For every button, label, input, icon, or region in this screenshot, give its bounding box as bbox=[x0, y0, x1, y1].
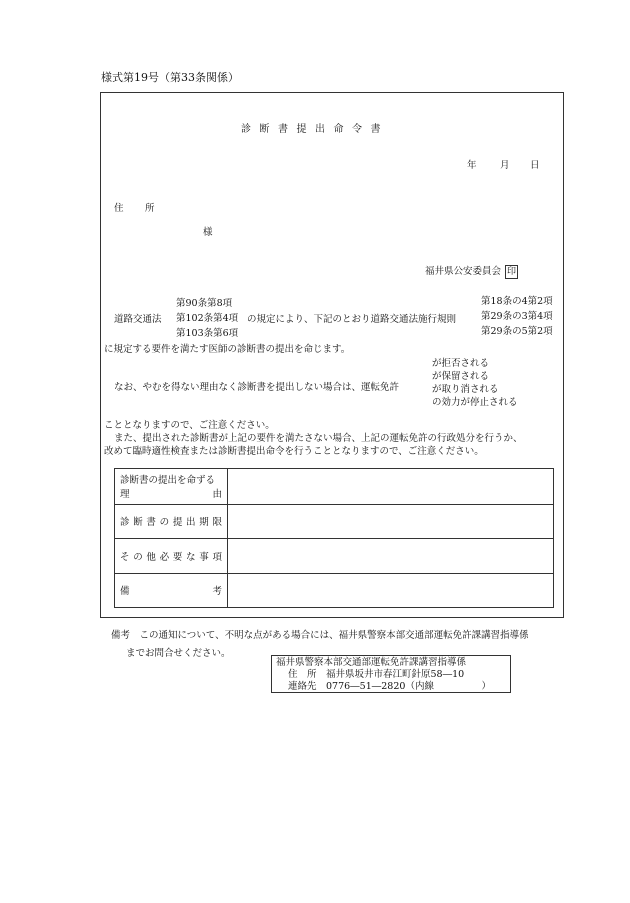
body-line-4: また、提出された診断書が上記の要件を満たさない場合、上記の運転免許の行政処分を行うか、 bbox=[114, 433, 523, 444]
recipient-honorific: 様 bbox=[203, 227, 213, 238]
rule-articles bbox=[481, 294, 553, 339]
consequence-option: が保留される bbox=[432, 371, 490, 382]
issuer bbox=[425, 263, 518, 279]
body-line-3: こととなりますので、ご注意ください。 bbox=[104, 420, 275, 431]
other-field[interactable] bbox=[228, 539, 553, 573]
reason-field[interactable] bbox=[228, 469, 553, 504]
label-part: 理 bbox=[120, 489, 130, 501]
law-article: 第90条第8項 bbox=[176, 298, 233, 309]
seal-mark: 印 bbox=[507, 267, 517, 277]
remarks-line-2: までお問合せください。 bbox=[126, 648, 231, 659]
body-line-2: なお、やむを得ない理由なく診断書を提出しない場合は、運転免許 bbox=[114, 382, 400, 393]
row-label-remarks bbox=[115, 574, 228, 608]
row-label-reason bbox=[115, 469, 228, 504]
table-row bbox=[115, 573, 553, 608]
label-part: 備 bbox=[120, 586, 130, 598]
rule-article: 第18条の4第2項 bbox=[481, 296, 553, 307]
table-row bbox=[115, 538, 553, 573]
label-part: 由 bbox=[212, 489, 222, 501]
rule-article: 第29条の5第2項 bbox=[481, 326, 553, 337]
remarks-field[interactable] bbox=[228, 574, 553, 608]
contact-address: 住 所 福井県坂井市春江町針原58―10 bbox=[288, 669, 465, 680]
consequence-option: が取り消される bbox=[432, 384, 499, 395]
contact-phone: 連絡先 0776―51―2820（内線 ） bbox=[288, 681, 491, 692]
issuer-name: 福井県公安委員会 bbox=[425, 266, 502, 277]
row-label-deadline: 診断書の提出期限 bbox=[115, 505, 228, 539]
contact-box bbox=[271, 655, 511, 693]
law-connector: の規定により、下記のとおり道路交通法施行規則 bbox=[247, 314, 457, 325]
date-year: 年 bbox=[467, 160, 477, 171]
law-article: 第102条第4項 bbox=[176, 313, 239, 324]
label-line bbox=[120, 583, 222, 597]
row-label-other: その他必要な事項 bbox=[115, 539, 228, 573]
consequence-options bbox=[432, 357, 518, 409]
rule-article: 第29条の3第4項 bbox=[481, 311, 553, 322]
contact-office: 福井県警察本部交通部運転免許課講習指導係 bbox=[276, 657, 467, 668]
law-article: 第103条第6項 bbox=[176, 328, 239, 339]
consequence-option: の効力が停止される bbox=[432, 397, 518, 408]
table-row bbox=[115, 469, 553, 504]
address-label: 住 所 bbox=[114, 203, 161, 214]
date-month: 月 bbox=[500, 160, 510, 171]
deadline-field[interactable] bbox=[228, 505, 553, 539]
form-number: 様式第19号（第33条関係） bbox=[101, 71, 239, 84]
document-title: 診断書提出命令書 bbox=[241, 124, 389, 135]
table-row bbox=[115, 504, 553, 539]
body-line-1: に規定する要件を満たす医師の診断書の提出を命じます。 bbox=[104, 344, 351, 355]
date-day: 日 bbox=[530, 160, 540, 171]
law-name: 道路交通法 bbox=[114, 314, 162, 325]
label-line bbox=[120, 486, 222, 500]
law-articles bbox=[176, 296, 238, 341]
label-line: 診断書の提出を命ずる bbox=[120, 475, 216, 487]
label-part: 考 bbox=[212, 586, 222, 598]
body-line-5: 改めて臨時適性検査または診断書提出命令を行うこととなりますので、ご注意ください。 bbox=[104, 446, 484, 457]
remarks-line-1: 備考 この通知について、不明な点がある場合には、福井県警察本部交通部運転免許課講習指導係 bbox=[111, 630, 529, 641]
info-table bbox=[114, 468, 554, 608]
consequence-option: が拒否される bbox=[432, 358, 490, 369]
